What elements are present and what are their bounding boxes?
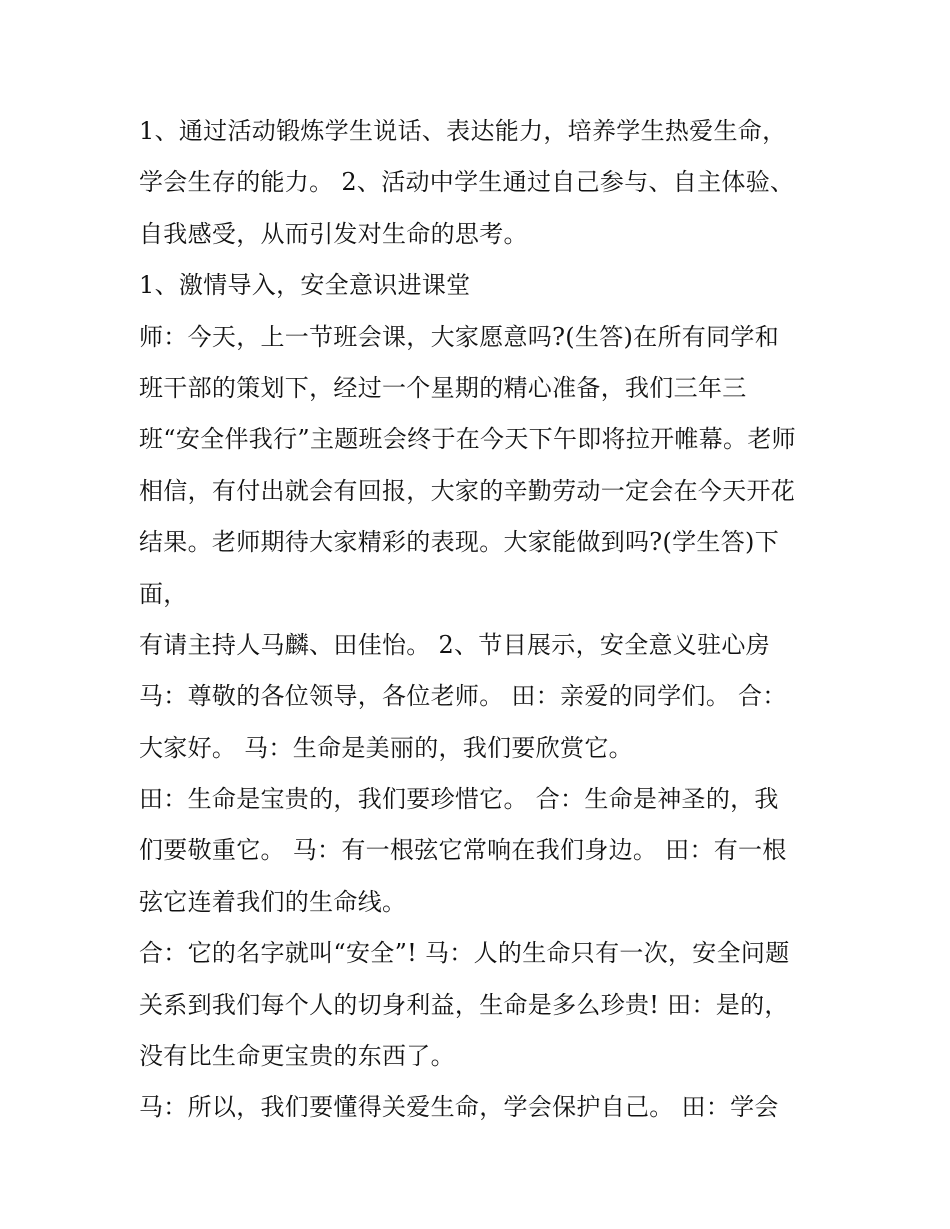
text-line: 有请主持人马麟、田佳怡。 2、节目展示，安全意义驻心房 [139, 630, 770, 659]
text-line: 们要敬重它。 马：有一根弦它常响在我们身边。 田：有一根 [139, 836, 787, 865]
text-line: 班“安全伴我行”主题班会终于在今天下午即将拉开帷幕。老师 [139, 425, 796, 454]
text-line: 相信，有付出就会有回报，大家的辛勤劳动一定会在今天开花 [139, 476, 796, 505]
text-line: 自我感受，从而引发对生命的思考。 [139, 219, 528, 248]
text-line: 没有比生命更宝贵的东西了。 [139, 1042, 455, 1071]
text-line: 1、通过活动锻炼学生说话、表达能力，培养学生热爱生命， [139, 117, 787, 145]
text-line: 田：生命是宝贵的，我们要珍惜它。 合：生命是神圣的，我 [139, 785, 779, 814]
text-line: 学会生存的能力。 2、活动中学生通过自己参与、自主体验、 [139, 168, 795, 197]
document-body [139, 106, 829, 1134]
text-line: 弦它连着我们的生命线。 [139, 887, 407, 916]
section-heading: 1、激情导入，安全意识进课堂 [139, 271, 471, 300]
text-line: 大家好。 马：生命是美丽的，我们要欣赏它。 [139, 733, 633, 762]
text-line: 马：尊敬的各位领导，各位老师。 田：亲爱的同学们。 合： [139, 682, 787, 711]
text-line: 班干部的策划下，经过一个星期的精心准备，我们三年三 [139, 373, 747, 402]
text-line: 马：所以，我们要懂得关爱生命，学会保护自己。 田：学会 [139, 1093, 779, 1122]
text-line: 结果。老师期待大家精彩的表现。大家能做到吗?(学生答)下 [139, 528, 779, 557]
text-line: 师：今天，上一节班会课，大家愿意吗?(生答)在所有同学和 [139, 322, 779, 351]
text-line: 面， [139, 579, 188, 608]
text-line: 关系到我们每个人的切身利益，生命是多么珍贵! 田：是的， [139, 990, 789, 1019]
text-line: 合：它的名字就叫“安全”! 马：人的生命只有一次，安全问题 [139, 939, 790, 968]
